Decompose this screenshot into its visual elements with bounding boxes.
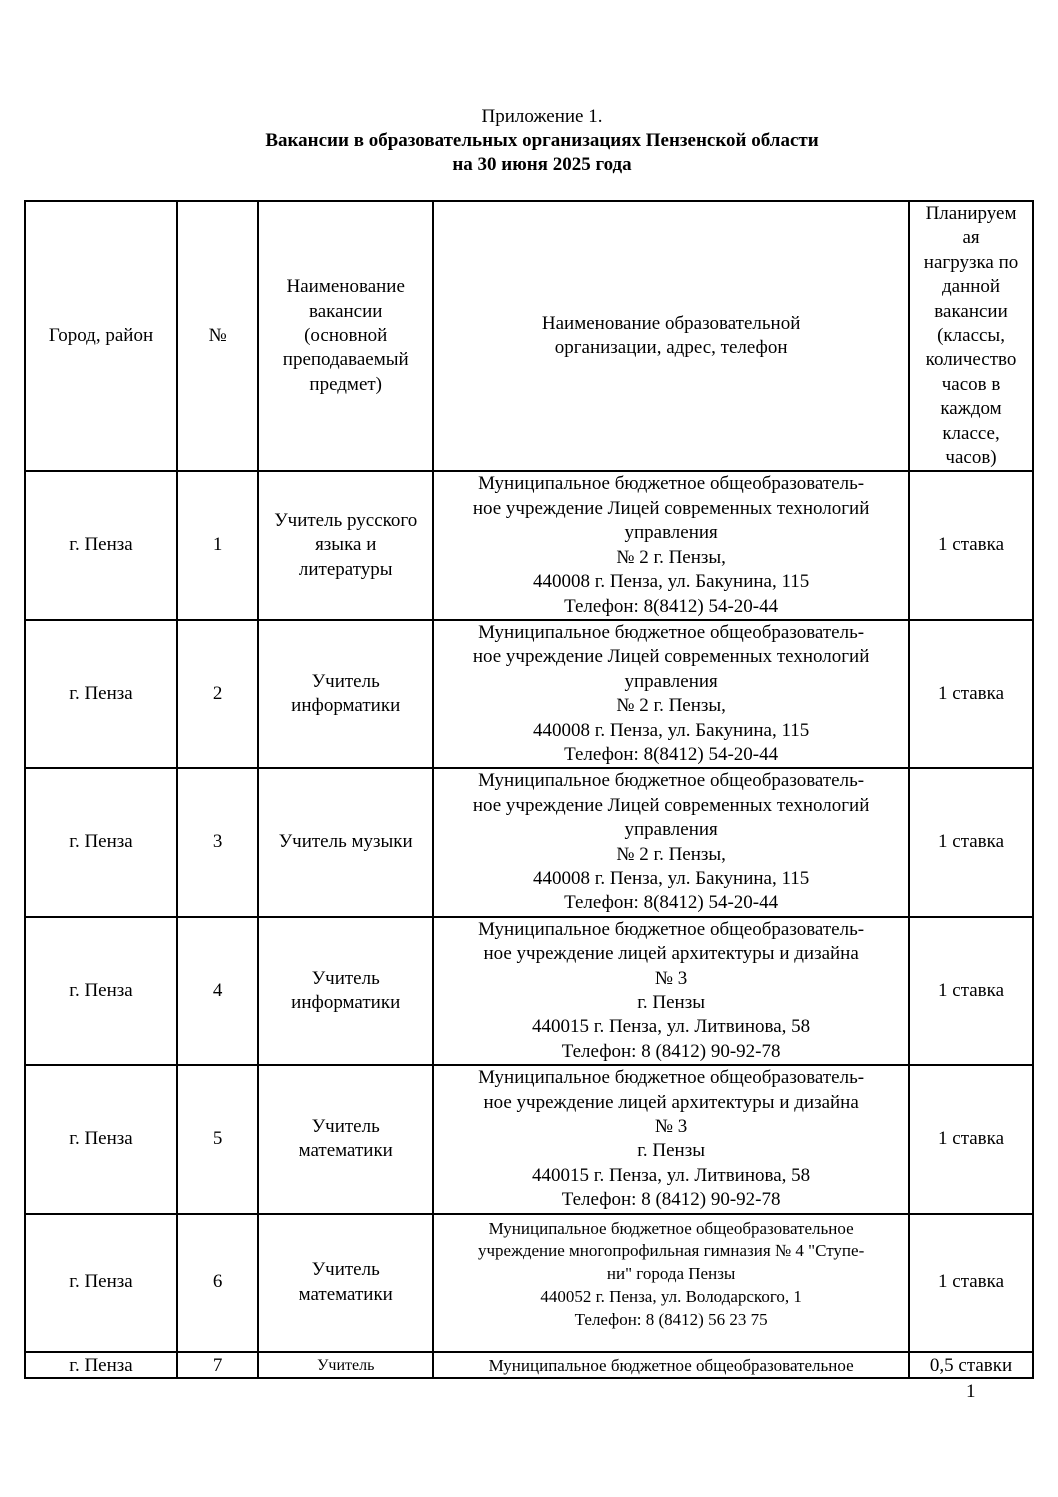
document-title-line-2: на 30 июня 2025 года [452, 154, 632, 175]
header-city: Город, район [25, 201, 177, 471]
header-number: № [177, 201, 258, 471]
cell-city: г. Пенза [25, 471, 177, 619]
appendix-label: Приложение 1. [481, 106, 603, 127]
cell-vacancy: Учитель информатики [258, 620, 433, 768]
cell-city: г. Пенза [25, 1214, 177, 1352]
header-vacancy: Наименование вакансии (основной преподаваемый предмет) [258, 201, 433, 471]
vacancies-table [24, 200, 1034, 1379]
page-number: 1 [966, 1381, 976, 1402]
cell-number: 2 [177, 620, 258, 768]
cell-number: 4 [177, 917, 258, 1065]
cell-load: 1 ставка [909, 1065, 1033, 1213]
cell-organization: Муниципальное бюджетное общеобразователь- ное учреждение лицей архитектуры и дизайна № 3 г. Пензы 440015 г. Пенза, ул. Литвинова, 58 Телефон: 8 (8412) 90-92-78 [433, 1065, 909, 1213]
table-row [25, 1214, 1033, 1352]
cell-vacancy: Учитель русского языка и литературы [258, 471, 433, 619]
cell-organization: Муниципальное бюджетное общеобразовательное учреждение многопрофильная гимназия № 4 "Ступе- ни" города Пензы 440052 г. Пенза, ул. Володарского, 1 Телефон: 8 (8412) 56 23 75 [433, 1214, 909, 1352]
header-organization: Наименование образовательной организации, адрес, телефон [433, 201, 909, 471]
cell-number: 1 [177, 471, 258, 619]
cell-number: 6 [177, 1214, 258, 1352]
table-row [25, 1352, 1033, 1378]
cell-city: г. Пенза [25, 917, 177, 1065]
cell-city: г. Пенза [25, 768, 177, 916]
cell-load: 1 ставка [909, 768, 1033, 916]
header-load: Планируем ая нагрузка по данной вакансии (классы, количество часов в каждом классе, часов) [909, 201, 1033, 471]
cell-vacancy: Учитель музыки [258, 768, 433, 916]
cell-organization: Муниципальное бюджетное общеобразователь- ное учреждение лицей архитектуры и дизайна № 3 г. Пензы 440015 г. Пенза, ул. Литвинова, 58 Телефон: 8 (8412) 90-92-78 [433, 917, 909, 1065]
cell-city: г. Пенза [25, 1065, 177, 1213]
cell-organization: Муниципальное бюджетное общеобразователь- ное учреждение Лицей современных технологий управления № 2 г. Пензы, 440008 г. Пенза, ул. Бакунина, 115 Телефон: 8(8412) 54-20-44 [433, 768, 909, 916]
document-title-line-1: Вакансии в образовательных организациях Пензенской области [265, 130, 819, 151]
cell-vacancy: Учитель информатики [258, 917, 433, 1065]
cell-number: 3 [177, 768, 258, 916]
table-row [25, 471, 1033, 619]
cell-vacancy: Учитель математики [258, 1065, 433, 1213]
cell-number: 5 [177, 1065, 258, 1213]
document-header [0, 105, 1058, 177]
table-row [25, 917, 1033, 1065]
table-row [25, 768, 1033, 916]
cell-load: 0,5 ставки [909, 1352, 1033, 1378]
table-row [25, 1065, 1033, 1213]
cell-city: г. Пенза [25, 1352, 177, 1378]
table-header-row [25, 201, 1033, 471]
table-row [25, 620, 1033, 768]
cell-load: 1 ставка [909, 471, 1033, 619]
cell-load: 1 ставка [909, 917, 1033, 1065]
cell-organization: Муниципальное бюджетное общеобразователь- ное учреждение Лицей современных технологий управления № 2 г. Пензы, 440008 г. Пенза, ул. Бакунина, 115 Телефон: 8(8412) 54-20-44 [433, 471, 909, 619]
cell-load: 1 ставка [909, 620, 1033, 768]
cell-organization: Муниципальное бюджетное общеобразовательное [433, 1352, 909, 1378]
cell-number: 7 [177, 1352, 258, 1378]
cell-vacancy: Учитель [258, 1352, 433, 1378]
cell-city: г. Пенза [25, 620, 177, 768]
cell-organization: Муниципальное бюджетное общеобразователь- ное учреждение Лицей современных технологий управления № 2 г. Пензы, 440008 г. Пенза, ул. Бакунина, 115 Телефон: 8(8412) 54-20-44 [433, 620, 909, 768]
cell-load: 1 ставка [909, 1214, 1033, 1352]
cell-vacancy: Учитель математики [258, 1214, 433, 1352]
